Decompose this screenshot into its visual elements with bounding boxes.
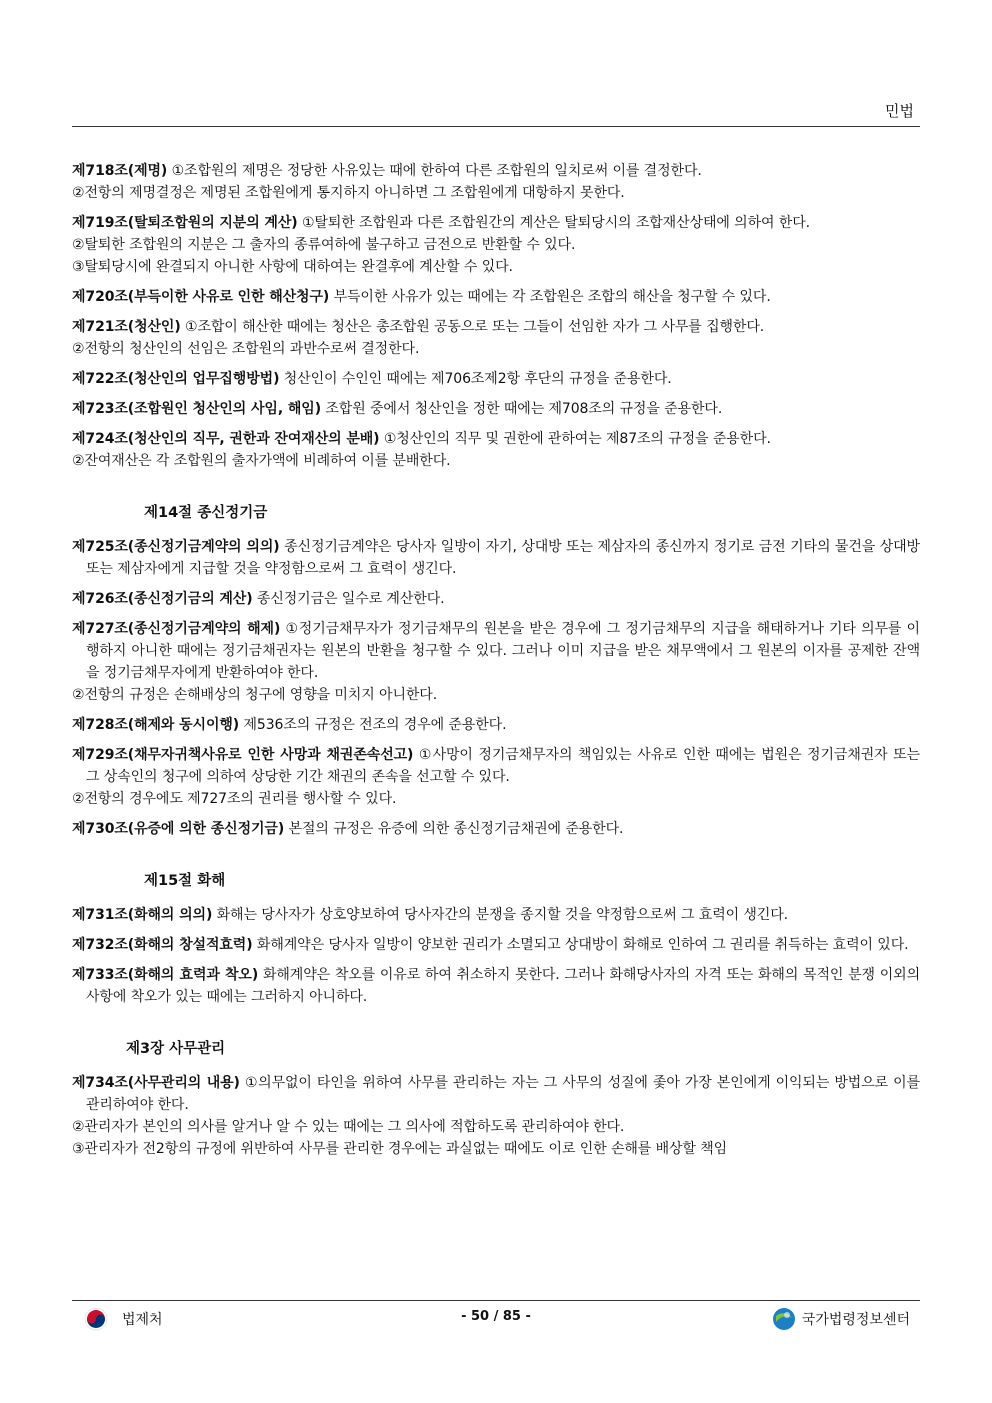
article-heading: 제734조(사무관리의 내용) — [72, 1075, 240, 1091]
article — [72, 904, 920, 926]
article-heading: 제732조(화해의 창설적효력) — [72, 937, 253, 953]
article-paragraph: ①조합원의 제명은 정당한 사유있는 때에 한하여 다른 조합원의 일치로써 이를 결정한다. — [171, 163, 702, 179]
article-heading: 제718조(제명) — [72, 163, 168, 179]
article-heading: 제733조(화해의 효력과 착오) — [72, 967, 259, 983]
article — [72, 1072, 920, 1160]
article-paragraph: 화해계약은 착오를 이유로 하여 취소하지 못한다. 그러나 화해당사자의 자격 또는 화해의 목적인 분쟁 이외의 사항에 착오가 있는 때에는 그러하지 아니하다. — [86, 967, 920, 1005]
article-paragraph: ①조합이 해산한 때에는 청산은 총조합원 공동으로 또는 그들이 선임한 자가 그 사무를 집행한다. — [185, 319, 765, 335]
article — [72, 618, 920, 706]
article — [72, 316, 920, 360]
article-heading: 제721조(청산인) — [72, 319, 181, 335]
article-heading: 제727조(종신정기금계약의 해제) — [72, 621, 281, 637]
article-group-management — [72, 1072, 920, 1160]
article-heading: 제724조(청산인의 직무, 권한과 잔여재산의 분배) — [72, 431, 380, 447]
article-paragraph: ②탈퇴한 조합원의 지분은 그 출자의 종류여하에 불구하고 금전으로 반환할 수 있다. — [72, 237, 576, 253]
article-heading: 제730조(유증에 의한 종신정기금) — [72, 821, 285, 837]
article — [72, 160, 920, 204]
article — [72, 212, 920, 278]
article-paragraph: 화해계약은 당사자 일방이 양보한 권리가 소멸되고 상대방이 화해로 인하여 그 권리를 취득하는 효력이 있다. — [256, 937, 909, 953]
article-paragraph: ③탈퇴당시에 완결되지 아니한 사항에 대하여는 완결후에 계산할 수 있다. — [72, 259, 513, 275]
article — [72, 286, 920, 308]
article-paragraph: 청산인이 수인인 때에는 제706조제2항 후단의 규정을 준용한다. — [283, 371, 672, 387]
law-center-logo-icon — [772, 1307, 796, 1331]
footer-right — [772, 1307, 910, 1331]
article-paragraph: ②전항의 제명결정은 제명된 조합원에게 통지하지 아니하면 그 조합원에게 대항하지 못한다. — [72, 185, 625, 201]
section-heading-15: 제15절 화해 — [144, 873, 226, 889]
article-paragraph: ②잔여재산은 각 조합원의 출자가액에 비례하여 이를 분배한다. — [72, 453, 451, 469]
article-heading: 제719조(탈퇴조합원의 지분의 계산) — [72, 215, 298, 231]
chapter-heading-3: 제3장 사무관리 — [126, 1041, 226, 1057]
article-heading: 제728조(해제와 동시이행) — [72, 717, 240, 733]
section-heading-14: 제14절 종신정기금 — [144, 505, 268, 521]
article — [72, 588, 920, 610]
article-paragraph: ②전항의 규정은 손해배상의 청구에 영향을 미치지 아니한다. — [72, 687, 438, 703]
page-number: - 50 / 85 - — [461, 1309, 531, 1324]
article-heading: 제729조(채무자귀책사유로 인한 사망과 채권존속선고) — [72, 747, 414, 763]
article — [72, 398, 920, 420]
page-header — [72, 96, 920, 127]
page-footer — [72, 1300, 920, 1341]
article-paragraph: 종신정기금계약은 당사자 일방이 자기, 상대방 또는 제삼자의 종신까지 정기로 금전 기타의 물건을 상대방 또는 제삼자에게 지급할 것을 약정함으로써 그 효력이 생긴다. — [86, 539, 920, 577]
article — [72, 744, 920, 810]
article-group-life-annuity — [72, 536, 920, 840]
footer-org-label: 법제처 — [122, 1312, 163, 1328]
article-paragraph: ①정기금채무자가 정기금채무의 원본을 받은 경우에 그 정기금채무의 지급을 해태하거나 기타 의무를 이행하지 아니한 때에는 정기금채권자는 원본의 반환을 청구할 수 있다. 그러나 이미 지급을 받은 채무액에서 그 원본의 이자를 공제한 잔액을 정기금채무자에게 반환하여야 한다. — [86, 621, 920, 681]
article-paragraph: ①의무없이 타인을 위하여 사무를 관리하는 자는 그 사무의 성질에 좇아 가장 본인에게 이익되는 방법으로 이를 관리하여야 한다. — [86, 1075, 920, 1113]
article — [72, 818, 920, 840]
article-paragraph: 조합원 중에서 청산인을 정한 때에는 제708조의 규정을 준용한다. — [325, 401, 723, 417]
article-paragraph: ①탈퇴한 조합원과 다른 조합원간의 계산은 탈퇴당시의 조합재산상태에 의하여 한다. — [301, 215, 810, 231]
article-heading: 제723조(조합원인 청산인의 사임, 해임) — [72, 401, 321, 417]
article-paragraph: 부득이한 사유가 있는 때에는 각 조합원은 조합의 해산을 청구할 수 있다. — [333, 289, 771, 305]
footer-center-label: 국가법령정보센터 — [801, 1312, 910, 1328]
article — [72, 934, 920, 956]
article-heading: 제722조(청산인의 업무집행방법) — [72, 371, 280, 387]
article-group-partnership — [72, 160, 920, 472]
article-paragraph: 종신정기금은 일수로 계산한다. — [256, 591, 445, 607]
article-paragraph: 제536조의 규정은 전조의 경우에 준용한다. — [243, 717, 507, 733]
article-heading: 제731조(화해의 의의) — [72, 907, 213, 923]
article — [72, 964, 920, 1008]
article-paragraph: ②전항의 경우에도 제727조의 권리를 행사할 수 있다. — [72, 791, 397, 807]
document-title: 민법 — [885, 102, 914, 120]
article — [72, 428, 920, 472]
article-heading: 제720조(부득이한 사유로 인한 해산청구) — [72, 289, 330, 305]
article — [72, 714, 920, 736]
document-body — [72, 160, 920, 1168]
article-heading: 제725조(종신정기금계약의 의의) — [72, 539, 280, 555]
article-paragraph: ②관리자가 본인의 의사를 알거나 알 수 있는 때에는 그 의사에 적합하도록 관리하여야 한다. — [72, 1119, 625, 1135]
article-paragraph: ③관리자가 전2항의 규정에 위반하여 사무를 관리한 경우에는 과실없는 때에도 이로 인한 손해를 배상할 책임 — [72, 1141, 728, 1157]
article-group-settlement — [72, 904, 920, 1008]
article-paragraph: ①사망이 정기금채무자의 책임있는 사유로 인한 때에는 법원은 정기금채권자 또는 그 상속인의 청구에 의하여 상당한 기간 채권의 존속을 선고할 수 있다. — [86, 747, 920, 785]
article-paragraph: ①청산인의 직무 및 권한에 관하여는 제87조의 규정을 준용한다. — [383, 431, 771, 447]
article-paragraph: ②전항의 청산인의 선임은 조합원의 과반수로써 결정한다. — [72, 341, 420, 357]
article — [72, 368, 920, 390]
article-heading: 제726조(종신정기금의 계산) — [72, 591, 253, 607]
article-paragraph: 본절의 규정은 유증에 의한 종신정기금채권에 준용한다. — [288, 821, 624, 837]
article — [72, 536, 920, 580]
article-paragraph: 화해는 당사자가 상호양보하여 당사자간의 분쟁을 종지할 것을 약정함으로써 그 효력이 생긴다. — [216, 907, 789, 923]
